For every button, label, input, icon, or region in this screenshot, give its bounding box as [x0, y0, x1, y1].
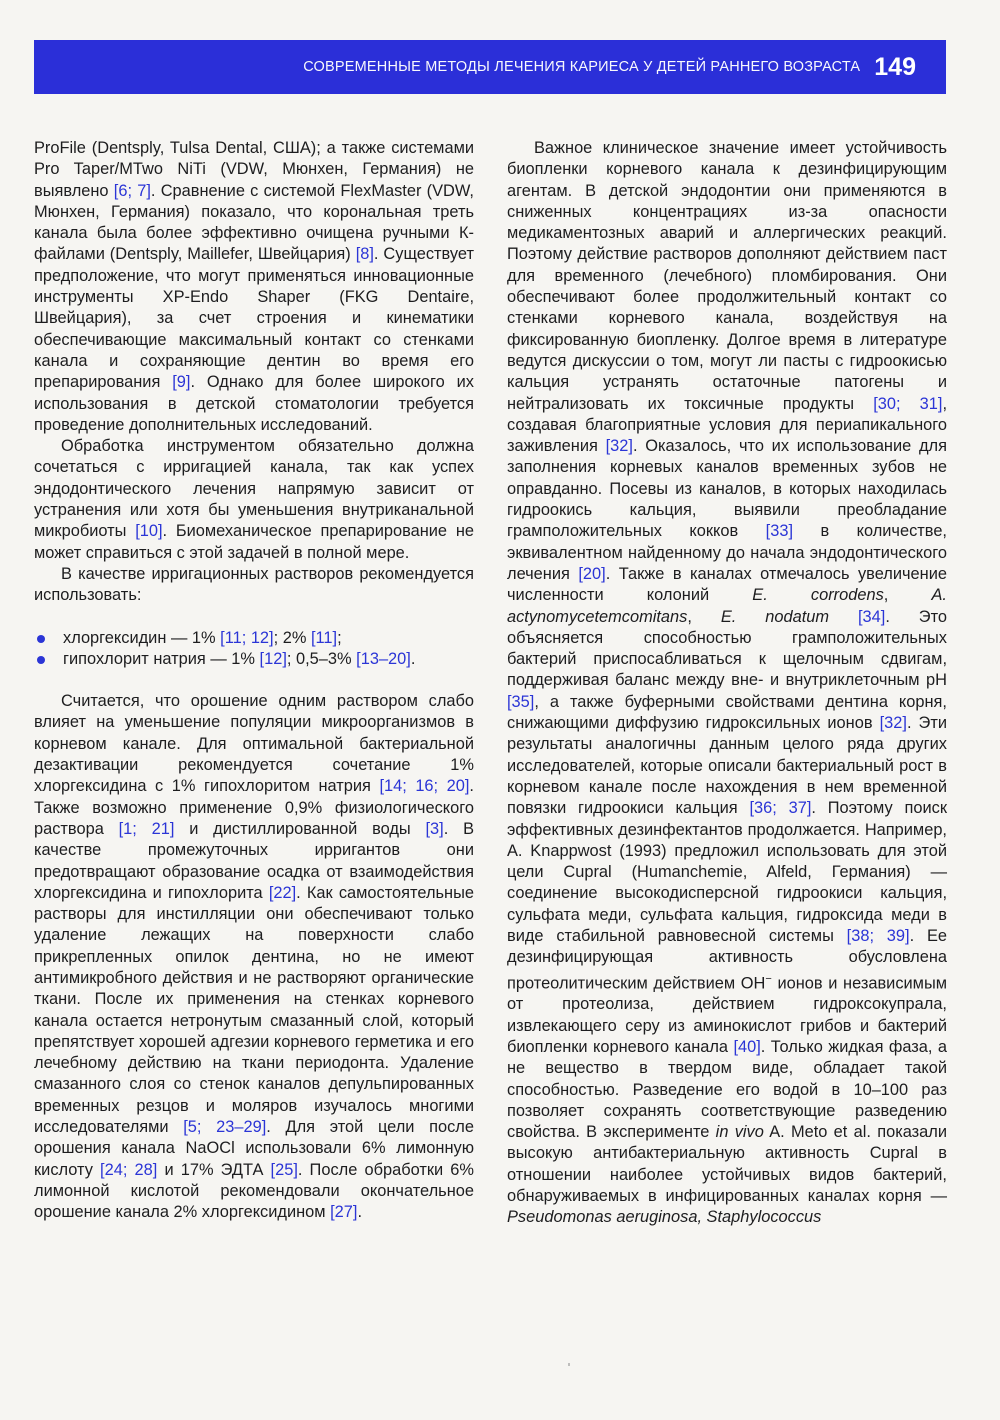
citation-ref: [20] [578, 564, 606, 583]
text-run: . Как самостоятельные растворы для инстилляции они обеспечивают только удаление лежащих на поверхности слабо прикрепленных опилок дентина, но не имеют антимикробного действия и не растворяют органические ткани. После их применения на стенках корневого канала остается нетронутым смазанный слой, который препятствует хорошей адгезии корневого герметика и его лечебному действию на ткани периодонта. Удаление смазанного слоя со стенок каналов депульпированных временных резцов и моляров изучалось многими исследователями [34, 883, 474, 1137]
citation-ref: [8] [355, 245, 374, 264]
citation-ref: [30; 31] [873, 394, 943, 413]
italic-text: in vivo [715, 1123, 764, 1142]
citation-ref: [12] [259, 649, 287, 668]
text-run: и 17% ЭДТА [157, 1160, 271, 1179]
text-run: . Существует предположение, что могут применяться инновационные инструменты XP-Endo Shaper (FKG Dentaire, Швейцария), за счет строения и кинематики обеспечивающие максимальный контакт со стенками канала и сохраняющие дентин во время его препарирования [34, 245, 474, 392]
text-run: ; [337, 628, 342, 647]
text-run: Важное клиническое значение имеет устойчивость биопленки корневого канала к дезинфицирующим агентам. В детской эндодонтии они применяются в сниженных концентрациях из-за опасности медикаментозных аварий и аллергических реакций. Поэтому действие растворов дополняют действием паст для временного (лечебного) пломбирования. Они обеспечивают более продолжительный контакт со стенками корневого канала, воздействуя на фиксированную биопленку. Долгое время в литературе ведутся дискуссии о том, могут ли пасты с гидроокисью кальция устранять остаточные патогены и нейтрализовать их токсичные продукты [507, 139, 947, 413]
text-run: , создавая благоприятные условия для периапикального заживления [507, 394, 947, 456]
text-run: . Это объясняется способностью грамположительных бактерий приспосабливаться к щелочным сдвигам, поддерживая баланс между вне- и внутриклеточным pH [507, 607, 948, 690]
text-run: . Оказалось, что их использование для заполнения корневых каналов временных зубов не оправданно. Посевы из каналов, в которых находилась гидроокись кальция, выявили преобладание грамположительных кокков [507, 437, 947, 541]
list-item [34, 649, 474, 670]
list-item-text [63, 629, 342, 647]
text-run: . Только жидкая фаза, а не вещество в твердом виде, обладает такой способностью. Разведение его водой в 10–100 раз позволяет сохранять соответствующие разведению свойства. В эксперименте [507, 1037, 947, 1142]
paragraph-instruments [34, 138, 474, 436]
text-run: В качестве ирригационных растворов рекомендуется использовать: [34, 564, 474, 605]
citation-ref: [10] [135, 522, 163, 541]
italic-text: Pseudomonas aeruginosa, Staphylococcus [507, 1208, 822, 1227]
list-item [34, 628, 474, 649]
text-run: . Поэтому поиск эффективных дезинфектантов продолжается. Например, A. Knappwost (1993) предложил использовать для этой цели Cupral (Humanchemie, Alfeld, Германия) — соединение высокодисперсной гидроокиси кальция, сульфата меди, сульфата кальция, гидроксида меди в виде стабильной равновесной системы [507, 799, 947, 945]
text-run: . Однако для более широкого их использования в детской стоматологии требуется проведение дополнительных исследований. [34, 373, 474, 434]
text-run: , [687, 607, 721, 626]
list-item-text [63, 650, 415, 668]
superscript: − [765, 972, 772, 985]
citation-ref: [24; 28] [100, 1160, 158, 1179]
citation-ref: [3] [425, 819, 444, 838]
text-run: . Также возможно применение 0,9% физиологического раствора [34, 777, 474, 838]
paragraph-irrigants-intro [34, 564, 474, 607]
citation-ref: [33] [765, 522, 793, 541]
text-run: ; 2% [273, 628, 311, 647]
text-run: Считается, что орошение одним раствором слабо влияет на уменьшение популяции микроорганизмов в корневом канале. Для оптимальной бактериальной дезактивации рекомендуется сочетание 1% хлоргексидина с 1% гипохлоритом натрия [34, 692, 474, 796]
text-run: . Сравнение с системой FlexMaster (VDW, Мюнхен, Германия) показало, что корональная треть канала была более эффективно очищена ручными К-файлами (Dentsply, Maillefer, Швейцария) [34, 181, 474, 264]
bullet-icon [37, 656, 45, 664]
italic-text: E. corrodens [752, 586, 884, 605]
citation-ref: [36; 37] [749, 799, 812, 818]
text-run: A. Meto et al. показали высокую антибактериальную активность Cupral в отношении наиболее устойчивых видов бактерий, обнаруживаемых в инфицированных каналах корня — [507, 1123, 948, 1206]
citation-ref: [13–20] [356, 649, 411, 668]
text-run: . Ее дезинфицирующая активность обусловлена протеолитическим действием OH [507, 926, 947, 993]
text-run: в количестве, эквивалентном найденному до начала эндодонтического лечения [507, 522, 947, 583]
text-run: . [357, 1203, 363, 1222]
citation-ref: [25] [270, 1160, 298, 1179]
citation-ref: [38; 39] [846, 926, 910, 945]
text-run: хлоргексидин — 1% [63, 628, 221, 647]
text-run: , [883, 586, 932, 605]
running-header [34, 40, 946, 94]
italic-text: E. nodatum [720, 607, 830, 626]
citation-ref: [6; 7] [113, 181, 151, 200]
text-run: . Эти результаты аналогичны данным целого ряда других исследователей, которые описали бактериальный рост в корневом канале после нахождения в нем временной повязки гидроокиси кальция [507, 714, 947, 818]
paragraph-irrigation [34, 436, 474, 564]
text-run: . После обработки 6% лимонной кислотой рекомендовали окончательное орошение канала 2% хлоргексидином [34, 1160, 474, 1222]
citation-ref: [35] [507, 692, 535, 711]
citation-ref: [22] [268, 883, 297, 902]
left-column [34, 138, 474, 1224]
text-run: гипохлорит натрия — 1% [63, 649, 260, 668]
text-run: ; 0,5–3% [286, 649, 357, 668]
text-run: и дистиллированной воды [174, 819, 426, 838]
text-run: , а также буферными свойствами дентина корня, снижающими диффузию гидроксильных ионов [507, 692, 947, 733]
text-run: . [410, 649, 416, 668]
citation-ref: [9] [172, 373, 191, 392]
citation-ref: [11] [310, 628, 338, 647]
citation-ref: [40] [733, 1037, 761, 1056]
scan-speck [568, 1363, 570, 1366]
page-number: 149 [874, 52, 916, 81]
paragraph-smear-layer [34, 691, 474, 1223]
citation-ref: [11; 12] [220, 628, 274, 647]
text-run: . Биомеханическое препарирование не может справиться с этой задачей в полной мере. [34, 522, 474, 562]
citation-ref: [32] [879, 714, 907, 733]
bullet-icon [37, 635, 45, 643]
text-run [829, 608, 858, 626]
citation-ref: [5; 23–29] [183, 1118, 267, 1137]
header-title: СОВРЕМЕННЫЕ МЕТОДЫ ЛЕЧЕНИЯ КАРИЕСА У ДЕТЕЙ РАННЕГО ВОЗРАСТА [303, 59, 861, 75]
right-column [507, 138, 947, 1229]
text-run: . Также в каналах отмечалось увеличение численности колоний [507, 564, 947, 605]
citation-ref: [34] [857, 607, 886, 626]
italic-text: A. actynomycetemcomitans [507, 586, 947, 626]
text-run: . В качестве промежуточных ирригантов они предотвращают образование осадка от взаимодействия хлоргексидина и гипохлорита [34, 819, 475, 902]
citation-ref: [14; 16; 20] [379, 777, 470, 796]
citation-ref: [1; 21] [118, 819, 175, 838]
citation-ref: [32] [605, 437, 633, 456]
paragraph-biofilm [507, 138, 947, 1229]
irrigants-list [34, 628, 474, 671]
text-run: . Для этой цели после орошения канала NaOCl использовали 6% лимонную кислоту [34, 1118, 474, 1179]
text-run: Обработка инструментом обязательно должна сочетаться с ирригацией канала, так как успех эндодонтического лечения напрямую зависит от устранения или хотя бы уменьшения внутриканальной микробиоты [34, 437, 474, 541]
citation-ref: [27] [330, 1203, 358, 1222]
text-run: ионов и независимым от протеолиза, действием гидроксокупрала, извлекающего серу из аминокислот грибов и бактерий биопленки корневого канала [507, 974, 948, 1056]
text-run: ProFile (Dentsply, Tulsa Dental, США); а также системами Pro Taper/MTwo NiTi (VDW, Мюнхен, Германия) не выявлено [34, 139, 474, 200]
